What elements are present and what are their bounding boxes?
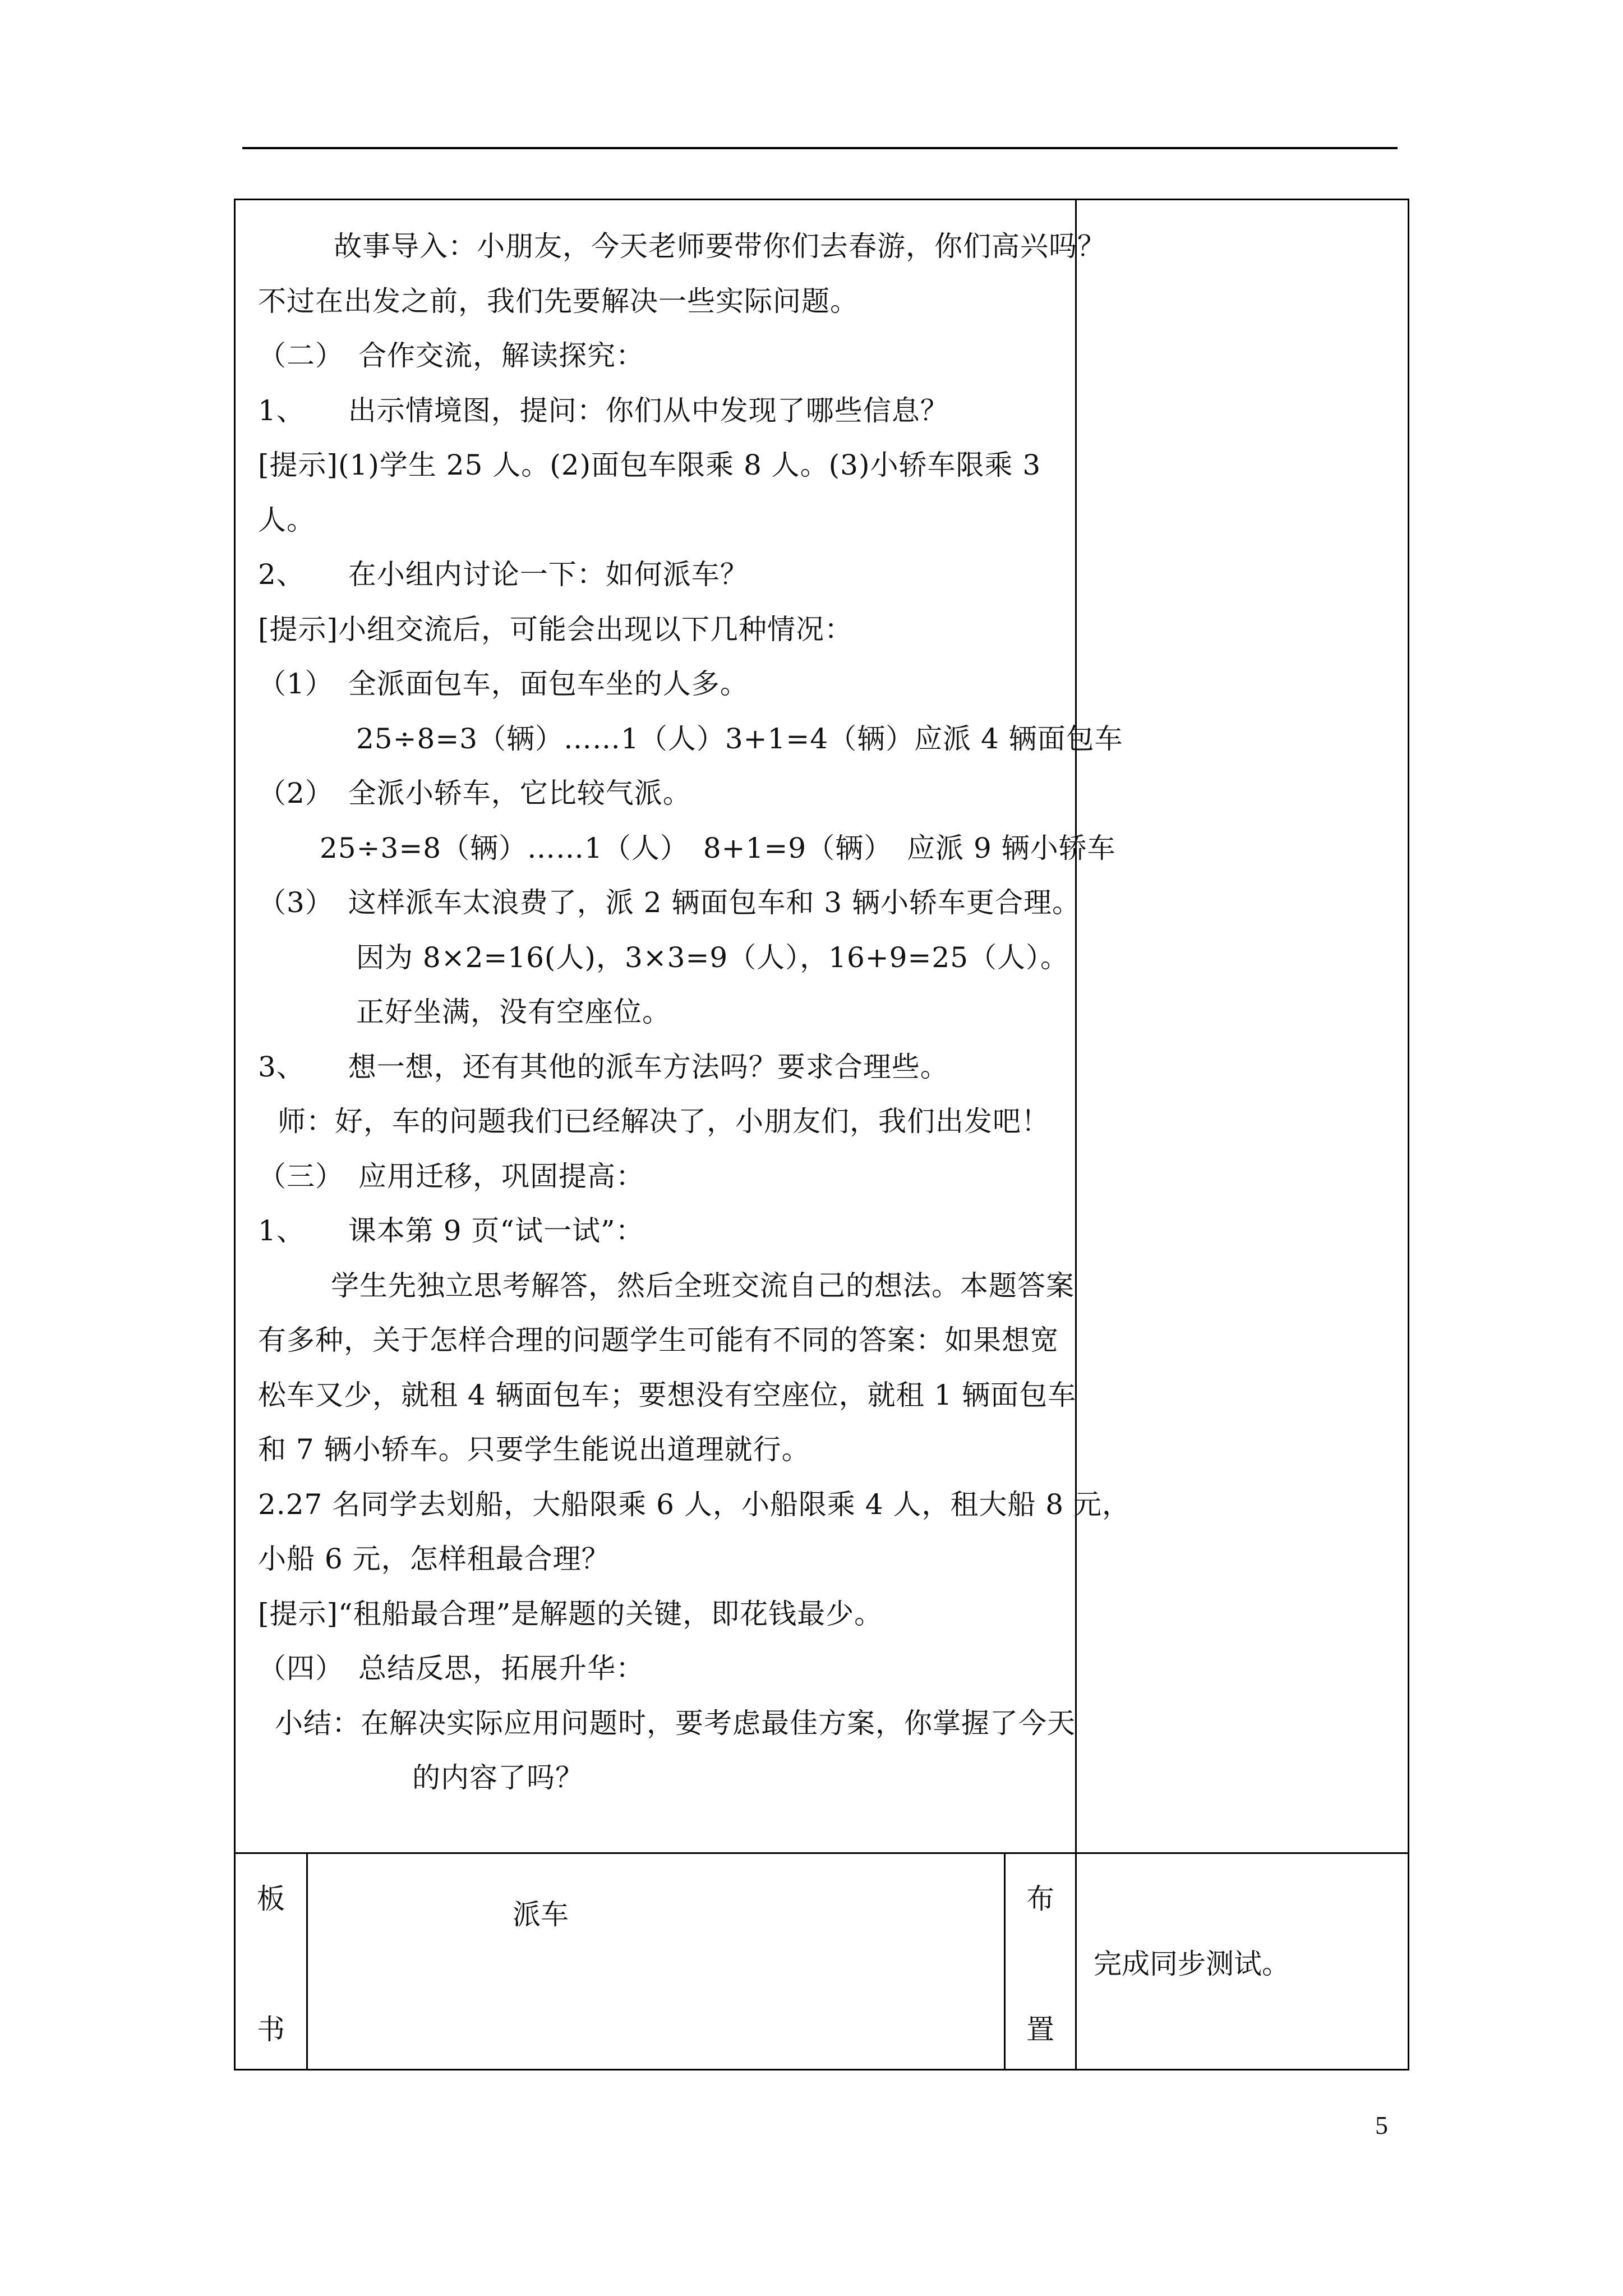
lesson-line: （三） 应用迁移，巩固提高： [258,1159,644,1193]
lesson-line: 小船 6 元，怎样租最合理？ [258,1543,610,1575]
page-number: 5 [1375,2111,1388,2139]
lesson-line: 学生先独立思考解答，然后全班交流自己的想法。本题答案 [331,1269,1075,1302]
lesson-line: 的内容了吗？ [412,1761,584,1794]
summary-row [235,1853,1409,2070]
board-content: 派车 [513,1898,569,1931]
lesson-line: （1） 全派面包车，面包车坐的人多。 [258,668,749,700]
lesson-line: （3） 这样派车太浪费了，派 2 辆面包车和 3 辆小轿车更合理。 [258,886,1081,919]
lesson-line: （二） 合作交流，解读探究： [258,339,644,372]
lesson-line: 25÷3=8（辆）……1（人） 8+1=9（辆） 应派 9 辆小轿车 [320,831,1116,864]
lesson-line: 人。 [258,503,315,536]
lesson-line: 正好坐满，没有空座位。 [356,996,671,1028]
lesson-line: 不过在出发之前，我们先要解决一些实际问题。 [258,284,859,318]
lesson-line: 故事导入：小朋友，今天老师要带你们去春游，你们高兴吗？ [334,230,1106,263]
lesson-line: 25÷8=3（辆）……1（人）3+1=4（辆）应派 4 辆面包车 [356,722,1123,755]
notes-column-cell [1076,200,1409,1853]
process-row [235,200,1409,1853]
lesson-line: （2） 全派小轿车，它比较气派。 [258,777,691,809]
lesson-line: 和 7 辆小轿车。只要学生能说出道理就行。 [258,1433,810,1466]
lesson-line: 3、 想一想，还有其他的派车方法吗？要求合理些。 [258,1050,949,1083]
board-label-cell [235,1853,307,2070]
assignment-label-cell [1005,1853,1076,2070]
lesson-line: [提示]小组交流后，可能会出现以下几种情况： [258,613,854,646]
assignment-label-bottom: 置 [1026,2013,1054,2046]
header-rule [242,147,1398,149]
assignment-content: 完成同步测试。 [1094,1947,1290,1980]
lesson-line: 2、 在小组内讨论一下：如何派车？ [258,558,749,591]
lesson-line: 师：好，车的问题我们已经解决了，小朋友们，我们出发吧！ [278,1105,1050,1138]
lesson-line: 1、 出示情境图，提问：你们从中发现了哪些信息？ [258,394,949,427]
teaching-process-cell [235,200,1131,1853]
lesson-plan-table [234,199,1409,2070]
lesson-line: （四） 总结反思，拓展升华： [258,1652,644,1685]
lesson-line: 小结：在解决实际应用问题时，要考虑最佳方案，你掌握了今天 [275,1706,1076,1740]
lesson-line: 2.27 名同学去划船，大船限乘 6 人，小船限乘 4 人，租大船 8 元， [258,1488,1131,1521]
board-label-bottom: 书 [257,2013,285,2046]
lesson-line: [提示](1)学生 25 人。(2)面包车限乘 8 人。(3)小轿车限乘 3 [258,449,1041,481]
teaching-process-text [236,200,1131,1806]
lesson-line: 因为 8×2=16(人)，3×3=9（人），16+9=25（人）。 [356,941,1069,974]
board-content-cell [307,1853,1005,2070]
assignment-content-cell [1076,1853,1409,2070]
board-label-top: 板 [257,1883,285,1915]
assignment-label-top: 布 [1026,1883,1054,1915]
lesson-line: 松车又少，就租 4 辆面包车；要想没有空座位，就租 1 辆面包车 [258,1378,1077,1411]
lesson-line: [提示]“租船最合理”是解题的关键，即花钱最少。 [258,1597,883,1630]
lesson-line: 有多种，关于怎样合理的问题学生可能有不同的答案：如果想宽 [258,1324,1059,1356]
lesson-line: 1、 课本第 9 页“试一试”： [258,1214,644,1247]
